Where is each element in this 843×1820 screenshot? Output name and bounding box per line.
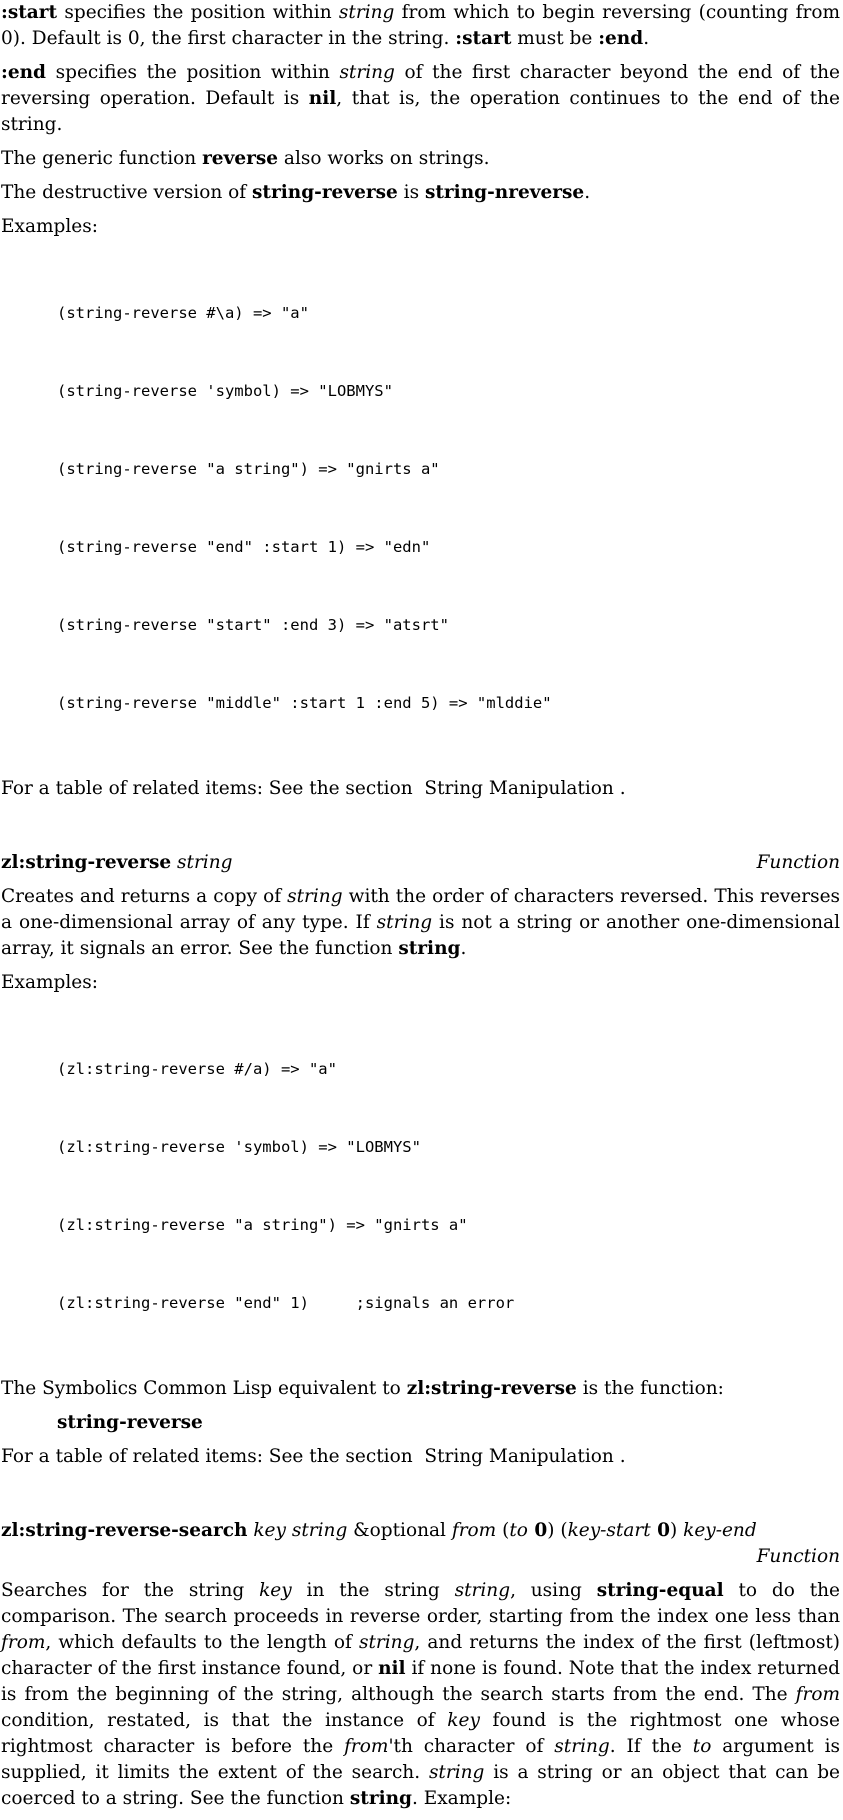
generic-function-paragraph: The generic function reverse also works on strings. xyxy=(1,148,490,169)
entry-header xyxy=(1,850,840,876)
entry-description: Searches for the string key in the string string, using string-equal to do the comparison. The search proceeds in reverse order, starting from the index one less than from, which defaults to the length of string, and returns the index of the first (leftmost) character of the first instance found, or nil if none is found. Note that the index returned is from the beginning of the string, although the search starts from the end. The from condition, restated, is that the instance of key found is the rightmost one whose rightmost character is before the from'th character of string. If the to argument is supplied, it limits the extent of the search. string is a string or an object that can be coerced to a string. See the function string. Example: xyxy=(1,1580,841,1809)
code-line: (zl:string-reverse "end" 1) ;signals an error xyxy=(57,1294,515,1312)
equivalent-function: string-reverse xyxy=(57,1412,203,1433)
code-example-block xyxy=(1,1004,840,1368)
end-keyword-paragraph: :end specifies the position within string of the first character beyond the end of the reversing operation. Default is nil, that is, the operation continues to the end of the string. xyxy=(1,62,840,135)
start-keyword-paragraph: :start specifies the position within string from which to begin reversing (counting from 0). Default is 0, the first character in the string. :start must be :end. xyxy=(1,2,840,49)
entry-type: Function xyxy=(756,852,840,873)
entry-header xyxy=(1,1518,840,1570)
entry-signature: zl:string-reverse string xyxy=(1,852,233,873)
section-spacer xyxy=(1,1478,840,1518)
code-line: (string-reverse "a string") => "gnirts a" xyxy=(57,460,440,478)
code-line: (string-reverse "start" :end 3) => "atsrt" xyxy=(57,616,449,634)
code-line: (zl:string-reverse "a string") => "gnirts a" xyxy=(57,1216,468,1234)
related-items-link[interactable]: For a table of related items: See the section String Manipulation . xyxy=(1,778,626,799)
destructive-version-paragraph: The destructive version of string-reverse is string-nreverse. xyxy=(1,182,591,203)
document-page xyxy=(1,0,840,1820)
code-example-block xyxy=(1,248,840,768)
entry-description: Creates and returns a copy of string with the order of characters reversed. This reverses a one-dimensional array of any type. If string is not a string or another one-dimensional array, it signals an error. See the function string. xyxy=(1,886,841,959)
examples-label: Examples: xyxy=(1,216,98,237)
entry-type: Function xyxy=(756,1546,840,1567)
examples-label: Examples: xyxy=(1,972,98,993)
code-line: (string-reverse "middle" :start 1 :end 5) => "mlddie" xyxy=(57,694,552,712)
code-line: (string-reverse "end" :start 1) => "edn" xyxy=(57,538,431,556)
code-line: (zl:string-reverse 'symbol) => "LOBMYS" xyxy=(57,1138,421,1156)
entry-signature: zl:string-reverse-search key string &optional from (to 0) (key-start 0) key-end xyxy=(1,1520,757,1541)
code-line: (zl:string-reverse #/a) => "a" xyxy=(57,1060,337,1078)
code-line: (string-reverse #\a) => "a" xyxy=(57,304,309,322)
section-spacer xyxy=(1,810,840,850)
code-line: (string-reverse 'symbol) => "LOBMYS" xyxy=(57,382,393,400)
equivalent-paragraph: The Symbolics Common Lisp equivalent to zl:string-reverse is the function: xyxy=(1,1378,724,1399)
related-items-link[interactable]: For a table of related items: See the section String Manipulation . xyxy=(1,1446,626,1467)
